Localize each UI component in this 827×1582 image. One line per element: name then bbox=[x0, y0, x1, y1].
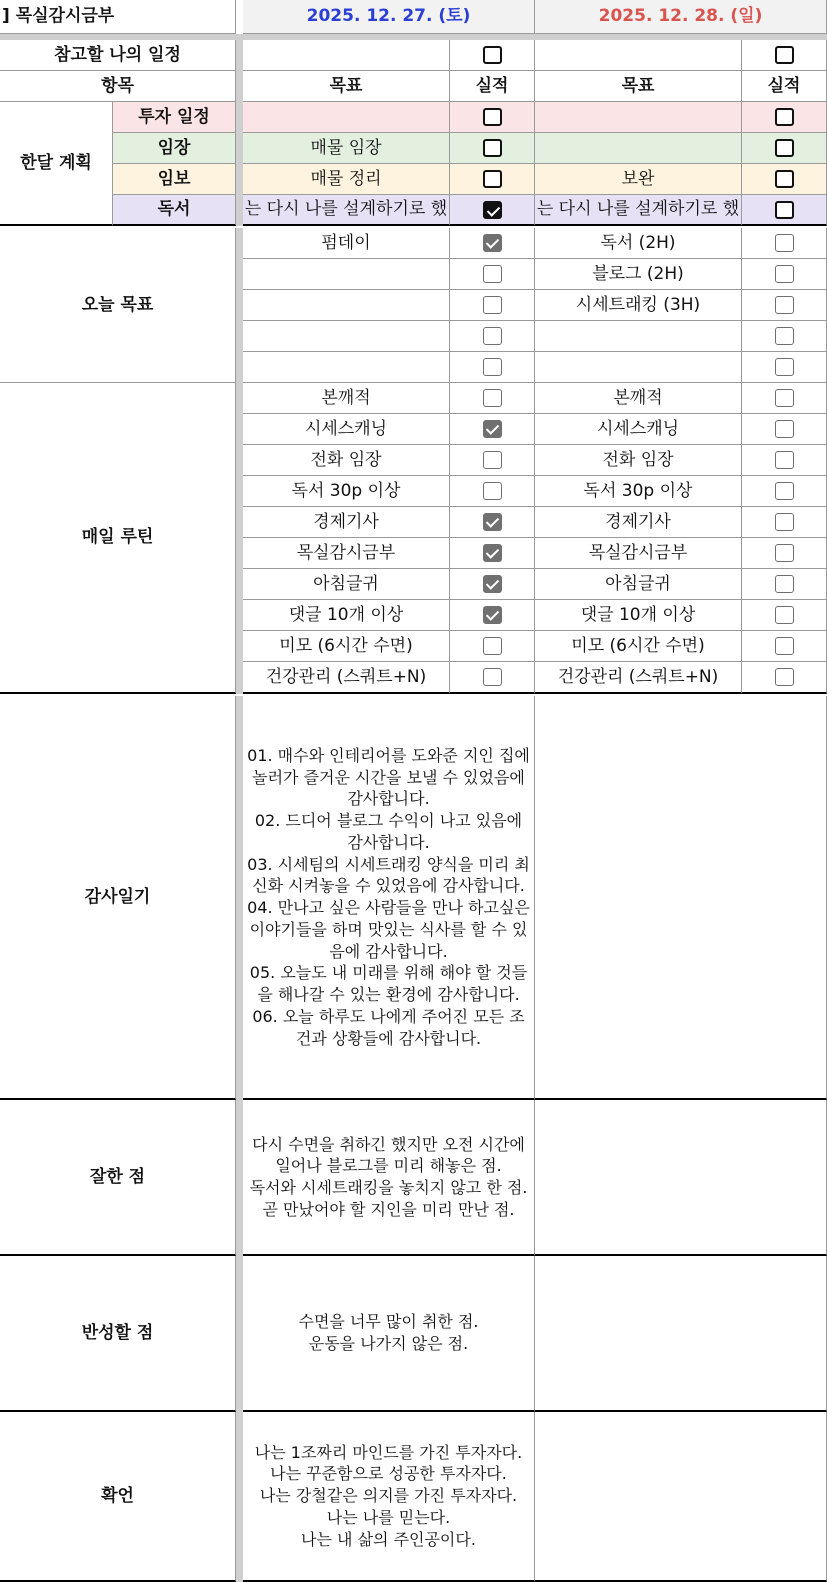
routine-d2[interactable]: 미모 (6시간 수면) bbox=[535, 631, 742, 662]
routine-check-d2[interactable] bbox=[742, 538, 827, 569]
checkbox-empty-icon[interactable] bbox=[775, 668, 794, 686]
routine-check-d2[interactable] bbox=[742, 569, 827, 600]
routine-d2[interactable]: 독서 30p 이상 bbox=[535, 476, 742, 507]
routine-check-d1[interactable] bbox=[450, 414, 535, 445]
checkbox-empty-icon[interactable] bbox=[483, 389, 502, 407]
monthly-invest-goal-d2[interactable] bbox=[535, 102, 742, 133]
checkbox-empty-icon[interactable] bbox=[775, 482, 794, 500]
goal-header-d2[interactable]: 목표 bbox=[535, 71, 742, 102]
well-done-label[interactable]: 잘한 점 bbox=[0, 1100, 236, 1256]
today-goal-d2[interactable]: 시세트래킹 (3H) bbox=[535, 290, 742, 321]
today-goal-d2[interactable]: 독서 (2H) bbox=[535, 228, 742, 259]
column-gutter bbox=[236, 1412, 243, 1582]
well-done-text-d2[interactable] bbox=[535, 1100, 827, 1256]
today-goal-check-d2[interactable] bbox=[742, 321, 827, 352]
column-gutter bbox=[236, 133, 243, 164]
routine-d2[interactable]: 본깨적 bbox=[535, 383, 742, 414]
column-gutter bbox=[236, 71, 243, 102]
routine-d1[interactable]: 경제기사 bbox=[243, 507, 450, 538]
routine-d2[interactable]: 건강관리 (스쿼트+N) bbox=[535, 662, 742, 694]
routine-d1[interactable]: 시세스캐닝 bbox=[243, 414, 450, 445]
column-gutter bbox=[236, 290, 243, 321]
reflect-text-d1[interactable]: 수면을 너무 많이 취한 점. 운동을 나가지 않은 점. bbox=[243, 1256, 535, 1412]
routine-d1[interactable]: 아침글귀 bbox=[243, 569, 450, 600]
monthly-imbo-goal-d2[interactable]: 보완 bbox=[535, 164, 742, 195]
date-header-2[interactable]: 2025. 12. 28. (일) bbox=[535, 0, 827, 34]
column-gutter bbox=[236, 445, 243, 476]
checkbox-checked-icon[interactable] bbox=[483, 420, 502, 438]
sheet-title[interactable]: ] 목실감시금부 bbox=[0, 0, 236, 34]
ref-schedule-d2[interactable] bbox=[535, 40, 742, 71]
checkbox-checked-icon[interactable] bbox=[483, 513, 502, 531]
daily-routine-label[interactable]: 매일 루틴 bbox=[0, 383, 236, 694]
column-gutter bbox=[236, 538, 243, 569]
column-gutter bbox=[236, 600, 243, 631]
affirmation-text-d2[interactable] bbox=[535, 1412, 827, 1582]
reflect-label[interactable]: 반성할 점 bbox=[0, 1256, 236, 1412]
monthly-imjang-check-d2[interactable] bbox=[742, 133, 827, 164]
checkbox-empty-icon[interactable] bbox=[483, 327, 502, 345]
column-gutter bbox=[236, 414, 243, 445]
checkbox-empty-icon[interactable] bbox=[775, 234, 794, 252]
today-goal-d1[interactable] bbox=[243, 352, 450, 383]
checkbox-empty-icon[interactable] bbox=[775, 327, 794, 345]
column-gutter bbox=[236, 195, 243, 226]
ref-schedule-d1[interactable] bbox=[243, 40, 450, 71]
column-gutter bbox=[236, 321, 243, 352]
checkbox-empty-icon[interactable] bbox=[483, 46, 502, 64]
monthly-imbo-check-d1[interactable] bbox=[450, 164, 535, 195]
column-gutter bbox=[236, 507, 243, 538]
today-goal-d1[interactable] bbox=[243, 290, 450, 321]
item-header[interactable]: 항목 bbox=[0, 71, 236, 102]
routine-check-d1[interactable] bbox=[450, 445, 535, 476]
column-gutter bbox=[236, 259, 243, 290]
routine-d2[interactable]: 목실감시금부 bbox=[535, 538, 742, 569]
checkbox-checked-icon[interactable] bbox=[483, 544, 502, 562]
reflect-text-d2[interactable] bbox=[535, 1256, 827, 1412]
routine-d2[interactable]: 경제기사 bbox=[535, 507, 742, 538]
routine-d2[interactable]: 시세스캐닝 bbox=[535, 414, 742, 445]
monthly-imjang-label[interactable]: 임장 bbox=[113, 133, 236, 164]
checkbox-empty-icon[interactable] bbox=[483, 637, 502, 655]
checkbox-empty-icon[interactable] bbox=[483, 139, 502, 157]
monthly-reading-check-d1[interactable] bbox=[450, 195, 535, 226]
result-header-d1[interactable]: 실적 bbox=[450, 71, 535, 102]
today-goal-d1[interactable]: 펌데이 bbox=[243, 228, 450, 259]
checkbox-checked-icon[interactable] bbox=[483, 234, 502, 252]
checkbox-empty-icon[interactable] bbox=[775, 544, 794, 562]
column-gutter bbox=[236, 1100, 243, 1256]
goal-header-d1[interactable]: 목표 bbox=[243, 71, 450, 102]
monthly-plan-label[interactable]: 한달 계획 bbox=[0, 102, 113, 226]
ref-check-d2[interactable] bbox=[742, 40, 827, 71]
routine-check-d1[interactable] bbox=[450, 631, 535, 662]
checkbox-empty-icon[interactable] bbox=[483, 358, 502, 376]
column-gutter bbox=[236, 662, 243, 694]
checkbox-empty-icon[interactable] bbox=[775, 451, 794, 469]
column-gutter bbox=[236, 383, 243, 414]
routine-check-d2[interactable] bbox=[742, 507, 827, 538]
routine-d1[interactable]: 전화 임장 bbox=[243, 445, 450, 476]
checkbox-empty-icon[interactable] bbox=[775, 296, 794, 314]
affirmation-label[interactable]: 확언 bbox=[0, 1412, 236, 1582]
checkbox-empty-icon[interactable] bbox=[483, 451, 502, 469]
routine-d2[interactable]: 댓글 10개 이상 bbox=[535, 600, 742, 631]
today-goal-check-d1[interactable] bbox=[450, 352, 535, 383]
ref-check-d1[interactable] bbox=[450, 40, 535, 71]
routine-d1[interactable]: 목실감시금부 bbox=[243, 538, 450, 569]
today-goal-check-d2[interactable] bbox=[742, 259, 827, 290]
monthly-reading-check-d2[interactable] bbox=[742, 195, 827, 226]
today-goal-d2[interactable] bbox=[535, 352, 742, 383]
today-goal-d1[interactable] bbox=[243, 321, 450, 352]
checkbox-empty-icon[interactable] bbox=[483, 668, 502, 686]
monthly-imbo-goal-d1[interactable]: 매물 정리 bbox=[243, 164, 450, 195]
checkbox-empty-icon[interactable] bbox=[775, 420, 794, 438]
checkbox-empty-icon[interactable] bbox=[775, 513, 794, 531]
today-goal-label[interactable]: 오늘 목표 bbox=[0, 228, 236, 383]
monthly-imjang-check-d1[interactable] bbox=[450, 133, 535, 164]
checkbox-empty-icon[interactable] bbox=[483, 108, 502, 126]
gratitude-text-d2[interactable] bbox=[535, 696, 827, 1100]
checkbox-empty-icon[interactable] bbox=[775, 139, 794, 157]
column-gutter bbox=[236, 352, 243, 383]
routine-check-d1[interactable] bbox=[450, 569, 535, 600]
monthly-invest-check-d2[interactable] bbox=[742, 102, 827, 133]
checkbox-empty-icon[interactable] bbox=[775, 108, 794, 126]
checkbox-checked-icon[interactable] bbox=[483, 575, 502, 593]
column-gutter bbox=[236, 696, 243, 1100]
gratitude-label[interactable]: 감사일기 bbox=[0, 696, 236, 1100]
monthly-imjang-goal-d2[interactable] bbox=[535, 133, 742, 164]
monthly-imbo-label[interactable]: 임보 bbox=[113, 164, 236, 195]
routine-d1[interactable]: 미모 (6시간 수면) bbox=[243, 631, 450, 662]
today-goal-check-d1[interactable] bbox=[450, 259, 535, 290]
checkbox-empty-icon[interactable] bbox=[775, 389, 794, 407]
routine-check-d2[interactable] bbox=[742, 383, 827, 414]
affirmation-text-d1[interactable]: 나는 1조짜리 마인드를 가진 투자자다. 나는 꾸준함으로 성공한 투자자다. 나는 강철같은 의지를 가진 투자자다. 나는 나를 믿는다. 나는 내 삶의 주인공이다. bbox=[243, 1412, 535, 1582]
column-gutter bbox=[236, 1256, 243, 1412]
today-goal-d1[interactable] bbox=[243, 259, 450, 290]
ref-schedule-label[interactable]: 참고할 나의 일정 bbox=[0, 40, 236, 71]
routine-check-d2[interactable] bbox=[742, 445, 827, 476]
column-gutter bbox=[236, 631, 243, 662]
column-gutter bbox=[236, 228, 243, 259]
checkbox-checked-icon[interactable] bbox=[483, 201, 502, 219]
checkbox-empty-icon[interactable] bbox=[483, 482, 502, 500]
today-goal-check-d1[interactable] bbox=[450, 228, 535, 259]
today-goal-check-d2[interactable] bbox=[742, 290, 827, 321]
monthly-reading-goal-d1[interactable]: 는 다시 나를 설계하기로 했 bbox=[243, 195, 450, 226]
gratitude-text-d1[interactable]: 01. 매수와 인테리어를 도와준 지인 집에 놀러가 즐거운 시간을 보낼 수 있었음에 감사합니다. 02. 드디어 블로그 수익이 나고 있음에 감사합니다. 03. 시세팀의 시세트래킹 양식을 미리 최신화 시켜놓을 수 있었음에 감사합니다. 04. 만나고 싶은 사람들을 만나 하고싶은 이야기들을 하며 맛있는 식사를 할 수 있음에 감사합니다. 05. 오늘도 내 미래를 위해 해야 할 것들을 해나갈 수 있는 환경에 감사합니다. 06. 오늘 하루도 나에게 주어진 모든 조건과 상황들에 감사합니다. bbox=[243, 696, 535, 1100]
checkbox-checked-icon[interactable] bbox=[483, 606, 502, 624]
routine-check-d1[interactable] bbox=[450, 662, 535, 694]
routine-check-d2[interactable] bbox=[742, 476, 827, 507]
checkbox-empty-icon[interactable] bbox=[775, 201, 794, 219]
checkbox-empty-icon[interactable] bbox=[483, 265, 502, 283]
checkbox-empty-icon[interactable] bbox=[775, 265, 794, 283]
routine-check-d1[interactable] bbox=[450, 600, 535, 631]
routine-check-d1[interactable] bbox=[450, 507, 535, 538]
column-gutter bbox=[236, 102, 243, 133]
routine-check-d1[interactable] bbox=[450, 476, 535, 507]
today-goal-check-d2[interactable] bbox=[742, 352, 827, 383]
well-done-text-d1[interactable]: 다시 수면을 취하긴 했지만 오전 시간에 일어나 블로그를 미리 해놓은 점. 독서와 시세트래킹을 놓치지 않고 한 점. 곧 만났어야 할 지인을 미리 만난 점. bbox=[243, 1100, 535, 1256]
column-gutter bbox=[236, 476, 243, 507]
routine-d1[interactable]: 건강관리 (스쿼트+N) bbox=[243, 662, 450, 694]
checkbox-empty-icon[interactable] bbox=[775, 170, 794, 188]
today-goal-check-d2[interactable] bbox=[742, 228, 827, 259]
routine-check-d2[interactable] bbox=[742, 662, 827, 694]
monthly-invest-goal-d1[interactable] bbox=[243, 102, 450, 133]
today-goal-check-d1[interactable] bbox=[450, 290, 535, 321]
routine-d1[interactable]: 댓글 10개 이상 bbox=[243, 600, 450, 631]
routine-check-d2[interactable] bbox=[742, 600, 827, 631]
column-gutter bbox=[236, 164, 243, 195]
column-gutter bbox=[236, 569, 243, 600]
today-goal-d2[interactable]: 블로그 (2H) bbox=[535, 259, 742, 290]
routine-check-d1[interactable] bbox=[450, 538, 535, 569]
routine-d2[interactable]: 전화 임장 bbox=[535, 445, 742, 476]
today-goal-check-d1[interactable] bbox=[450, 321, 535, 352]
checkbox-empty-icon[interactable] bbox=[775, 575, 794, 593]
routine-d1[interactable]: 독서 30p 이상 bbox=[243, 476, 450, 507]
checkbox-empty-icon[interactable] bbox=[775, 637, 794, 655]
monthly-invest-check-d1[interactable] bbox=[450, 102, 535, 133]
monthly-reading-label[interactable]: 독서 bbox=[113, 195, 236, 226]
today-goal-d2[interactable] bbox=[535, 321, 742, 352]
checkbox-empty-icon[interactable] bbox=[483, 170, 502, 188]
date-header-1[interactable]: 2025. 12. 27. (토) bbox=[243, 0, 535, 34]
monthly-invest-label[interactable]: 투자 일정 bbox=[113, 102, 236, 133]
monthly-imjang-goal-d1[interactable]: 매물 임장 bbox=[243, 133, 450, 164]
checkbox-empty-icon[interactable] bbox=[483, 296, 502, 314]
checkbox-empty-icon[interactable] bbox=[775, 358, 794, 376]
routine-check-d2[interactable] bbox=[742, 414, 827, 445]
routine-d2[interactable]: 아침글귀 bbox=[535, 569, 742, 600]
checkbox-empty-icon[interactable] bbox=[775, 606, 794, 624]
column-gutter bbox=[236, 40, 243, 71]
routine-d1[interactable]: 본깨적 bbox=[243, 383, 450, 414]
routine-check-d1[interactable] bbox=[450, 383, 535, 414]
monthly-reading-goal-d2[interactable]: 는 다시 나를 설계하기로 했 bbox=[535, 195, 742, 226]
result-header-d2[interactable]: 실적 bbox=[742, 71, 827, 102]
monthly-imbo-check-d2[interactable] bbox=[742, 164, 827, 195]
routine-check-d2[interactable] bbox=[742, 631, 827, 662]
checkbox-empty-icon[interactable] bbox=[775, 46, 794, 64]
